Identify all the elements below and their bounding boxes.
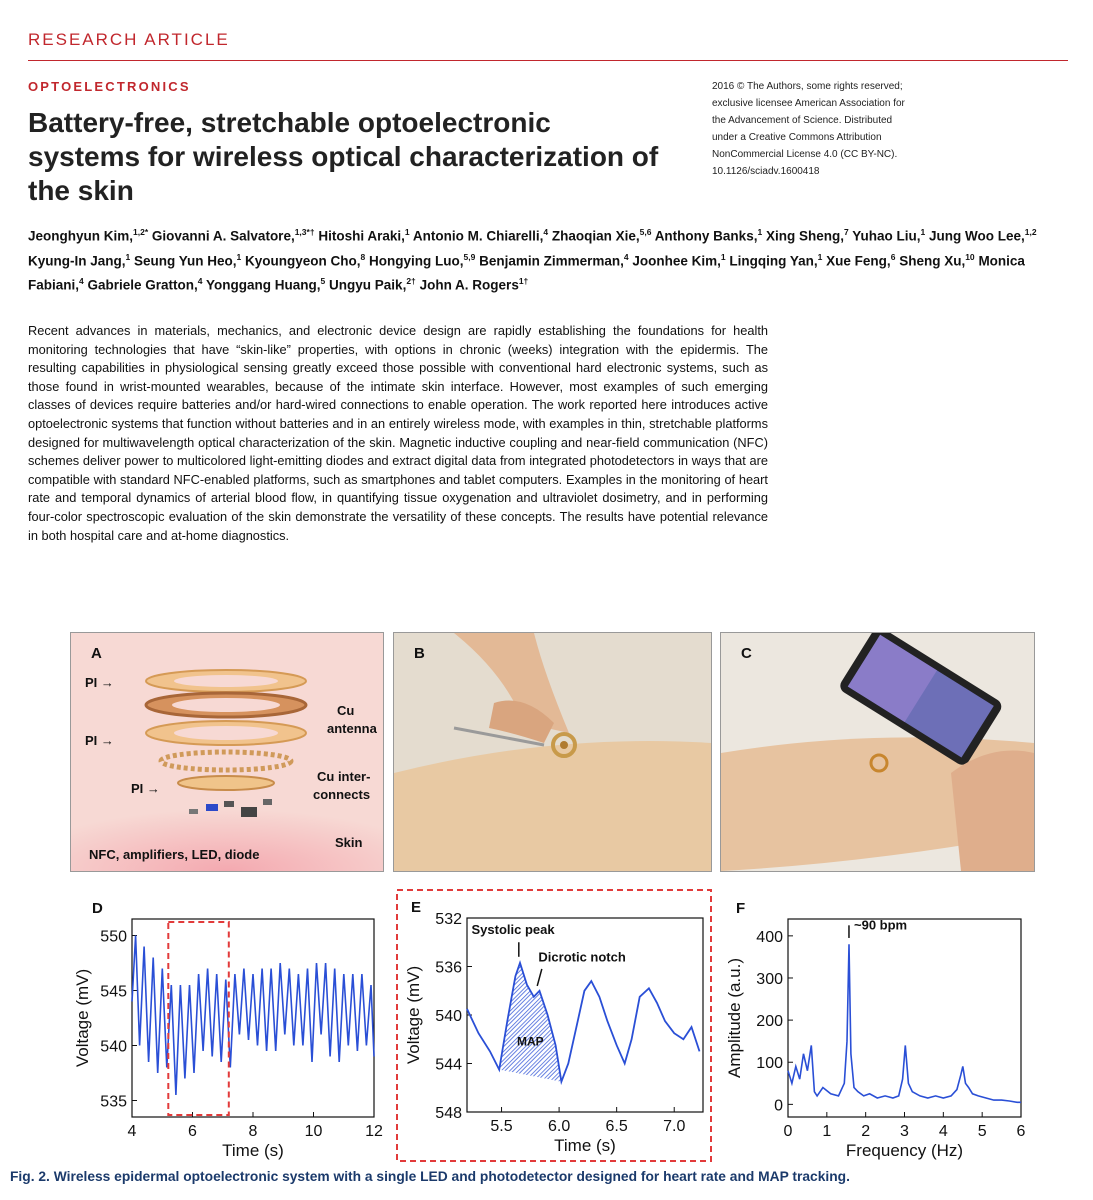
label-skin: Skin	[335, 835, 363, 850]
panel-letter-f: F	[736, 900, 746, 917]
header-divider	[28, 60, 1068, 61]
y-tick-label: 200	[756, 1013, 783, 1031]
author-list	[28, 222, 1068, 296]
author-affiliation: 1	[236, 251, 242, 262]
author-affiliation: 5,9	[463, 251, 476, 262]
author-name: Yuhao Liu,	[852, 228, 921, 244]
author-affiliation: 1,2	[1024, 227, 1037, 237]
y-tick-label: 532	[435, 911, 462, 928]
x-tick-label: 6	[1016, 1123, 1026, 1140]
label-pi-top: PI →	[85, 675, 114, 690]
y-tick-label: 300	[756, 970, 783, 988]
caption-text: Wireless epidermal optoelectronic system with a single LED and photodetector designed for heart rate and MAP tracking.	[53, 1169, 850, 1184]
label-antenna: antenna	[327, 721, 377, 736]
author-name: Seung Yun Heo,	[134, 253, 237, 268]
label-pi-bottom: PI →	[131, 781, 160, 796]
author-name: Gabriele Gratton,	[87, 277, 198, 293]
author-affiliation: 6	[890, 251, 896, 262]
copyright-line: the Advancement of Science. Distributed	[712, 115, 893, 126]
author-affiliation: 4	[79, 276, 84, 286]
led-chip	[206, 804, 218, 811]
author-affiliation: 1	[125, 251, 131, 262]
copyright-notice	[712, 78, 1032, 180]
smartphone-reading-photo	[721, 633, 1034, 871]
author-name: Kyoungyeon Cho,	[245, 253, 361, 268]
y-tick-label: 540	[100, 1038, 127, 1056]
annotation-arrow	[537, 969, 542, 986]
author-affiliation: 1,2*	[133, 227, 149, 237]
x-tick-label: 6.0	[547, 1118, 571, 1135]
author-affiliation: 4	[197, 276, 203, 286]
author-affiliation: 5,6	[639, 227, 652, 237]
y-axis-label: Voltage (mV)	[73, 968, 92, 1068]
author-name: Sheng Xu,	[899, 253, 966, 268]
annotation-dicrotic: Dicrotic notch	[538, 949, 626, 965]
x-tick-label: 2	[861, 1123, 871, 1140]
author-name: Hongying Luo,	[369, 253, 464, 268]
y-tick-label: 0	[774, 1097, 783, 1115]
author-name: Ungyu Paik,	[329, 277, 407, 293]
author-name: Joonhee Kim,	[632, 253, 721, 268]
author-name: Giovanni A. Salvatore,	[151, 228, 295, 244]
y-tick-label: 536	[435, 959, 462, 977]
author-name: Antonio M. Chiarelli,	[412, 228, 544, 244]
x-tick-label: 5	[977, 1123, 987, 1140]
label-cu: Cu	[337, 703, 355, 718]
author-affiliation: 1,3*†	[294, 227, 315, 237]
label-connects: connects	[313, 787, 371, 802]
section-label: OPTOELECTRONICS	[28, 79, 191, 94]
x-tick-label: 1	[822, 1123, 832, 1140]
author-affiliation: 1	[757, 227, 763, 237]
author-name: Jeonghyun Kim,	[28, 228, 134, 244]
author-name: Kyung-In Jang,	[28, 253, 126, 268]
author-name: Monica Fabiani,	[28, 253, 1025, 293]
panel-letter-c: C	[741, 645, 752, 662]
author-name: Zhaoqian Xie,	[551, 228, 640, 244]
author-affiliation: 4	[623, 251, 629, 262]
y-tick-label: 545	[100, 983, 127, 1001]
author-name: Lingqing Yan,	[729, 253, 818, 268]
x-tick-label: 0	[783, 1123, 793, 1140]
author-name: Hitoshi Araki,	[318, 228, 405, 244]
author-name: Jung Woo Lee,	[928, 228, 1025, 244]
label-cu-inter: Cu inter-	[317, 769, 371, 784]
author-name: Anthony Banks,	[654, 228, 758, 244]
x-tick-label: 5.5	[490, 1118, 513, 1135]
plot-frame	[467, 918, 703, 1112]
x-tick-label: 7.0	[663, 1118, 686, 1135]
copyright-line: 2016 © The Authors, some rights reserved;	[712, 81, 903, 92]
copyright-line: exclusive licensee American Association for	[712, 98, 905, 109]
author-name: Benjamin Zimmerman,	[479, 253, 624, 268]
annotation-systolic: Systolic peak	[471, 921, 555, 937]
x-tick-label: 8	[248, 1123, 258, 1140]
x-axis-label: Frequency (Hz)	[845, 1141, 964, 1160]
panel-letter-a: A	[91, 645, 102, 662]
figure-caption	[10, 1169, 1085, 1184]
author-affiliation: 1†	[518, 276, 529, 286]
caption-lead: Fig. 2.	[10, 1169, 50, 1184]
author-affiliation: 5	[320, 276, 326, 286]
author-name: Xue Feng,	[826, 253, 891, 268]
paper-title: Battery-free, stretchable optoelectronic systems for wireless optical characterization of the skin	[28, 107, 659, 206]
copyright-line: NonCommercial License 4.0 (CC BY-NC).	[712, 149, 898, 160]
x-tick-label: 3	[900, 1123, 909, 1140]
x-tick-label: 4	[127, 1123, 137, 1140]
annotation-peak: ~90 bpm	[854, 917, 908, 933]
author-affiliation: 8	[360, 251, 366, 262]
y-axis-label: Voltage (mV)	[404, 965, 423, 1065]
abstract: Recent advances in materials, mechanics, and electronic device design are rapidly establishing the foundations for health monitoring technologies that have “skin-like” properties, with options in chronic (weeks) integration with the epidermis. The resulting capabilities in physiological sensing greatly exceed those possible with conventional hard electronic systems, such as those found in wrist-mounted wearables, because of the intimate skin interface. However, most examples of such emerging classes of devices require batteries and/or hard-wired connections to enable operation. The work reported here introduces active optoelectronic systems that function without batteries and in an entirely wireless mode, with examples in thin, stretchable platforms designed for multiwavelength optical characterization of the skin. Magnetic inductive coupling and near-field communication (NFC) schemes deliver power to multicolored light-emitting diodes and extract digital data from integrated photodetectors in ways that are compatible with standard NFC-enabled platforms, such as smartphones and tablet computers. Examples in the monitoring of heart rate and temporal dynamics of arterial blood flow, in quantifying tissue oxygenation and ultraviolet dosimetry, and in performing four-color spectroscopic evaluation of the skin demonstrate the versatility of these concepts. The results have potential relevance in both hospital care and at-home diagnostics.	[28, 323, 768, 543]
article-type-label: RESEARCH ARTICLE	[28, 30, 230, 49]
device-on-arm-photo	[394, 633, 711, 871]
chart-e-single-pulse	[395, 888, 713, 1163]
author-affiliation: 1	[817, 251, 823, 262]
panel-letter-d: D	[92, 900, 103, 917]
chart-f-spectrum	[722, 905, 1037, 1160]
label-components: NFC, amplifiers, LED, diode	[89, 847, 260, 862]
x-tick-label: 4	[938, 1123, 948, 1140]
x-tick-label: 6.5	[605, 1118, 628, 1135]
y-tick-label: 535	[100, 1093, 127, 1111]
map-area	[499, 963, 561, 1082]
x-axis-label: Time (s)	[554, 1136, 616, 1155]
author-name: Yonggang Huang,	[206, 277, 321, 293]
author-affiliation: 10	[965, 251, 975, 262]
panel-letter-e: E	[411, 899, 422, 916]
author-affiliation: 1	[404, 227, 410, 237]
y-axis-label: Amplitude (a.u.)	[725, 958, 744, 1078]
y-tick-label: 548	[435, 1105, 462, 1122]
y-tick-label: 100	[756, 1055, 783, 1073]
figure-panel-c	[720, 632, 1035, 872]
author-affiliation: 1	[720, 251, 726, 262]
x-tick-label: 6	[188, 1123, 197, 1140]
copyright-line: under a Creative Commons Attribution	[712, 132, 882, 143]
author-affiliation: 2†	[406, 276, 416, 286]
chart-d-voltage-time	[70, 905, 390, 1160]
series-line	[788, 944, 1021, 1102]
x-tick-label: 10	[304, 1123, 323, 1140]
figure-panel-b	[393, 632, 712, 872]
x-tick-label: 12	[365, 1123, 383, 1140]
author-name: Xing Sheng,	[765, 228, 844, 244]
label-pi-middle: PI →	[85, 733, 114, 748]
y-tick-label: 550	[100, 928, 127, 946]
figure-panel-a	[70, 632, 384, 872]
annotation-map: MAP	[516, 1034, 544, 1049]
x-axis-label: Time (s)	[222, 1141, 284, 1160]
doi-link[interactable]: 10.1126/sciadv.1600418	[712, 166, 820, 177]
y-tick-label: 540	[435, 1008, 462, 1025]
author-affiliation: 1	[920, 227, 926, 237]
y-tick-label: 400	[756, 928, 783, 946]
author-affiliation: 4	[543, 227, 549, 237]
author-affiliation: 7	[843, 227, 849, 237]
author-name: John A. Rogers	[419, 277, 519, 293]
panel-letter-b: B	[414, 645, 425, 662]
y-tick-label: 544	[435, 1056, 462, 1074]
